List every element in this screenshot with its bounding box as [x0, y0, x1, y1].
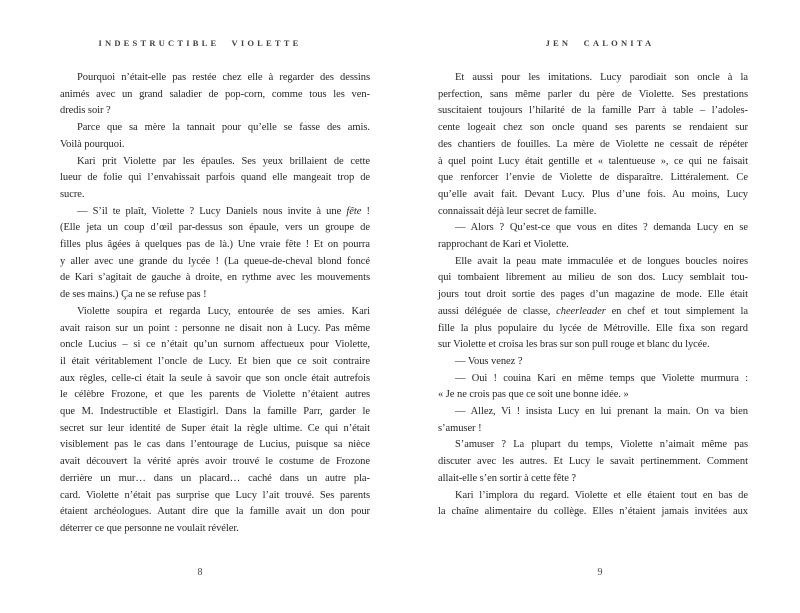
- text-line: Pourquoi n’était-elle pas restée chez elle à regarder des dessins: [77, 72, 370, 83]
- text-line: (Elle jeta un coup d’œil par-dessus son épaule, vers un groupe de: [60, 222, 370, 234]
- text-line: à quel point Lucy était gentille et « talentueuse », ce qui ne faisait: [438, 155, 748, 167]
- paragraph: [438, 404, 748, 437]
- text-line: Elle avait la peau mate immaculée et de longues boucles noires: [455, 255, 748, 267]
- text-line: avait découvert la vérité après avoir trouvé le costume de Frozone: [60, 456, 370, 468]
- text-line: — S’il te plaît, Violette ? Lucy Daniels nous invite à une fête !: [77, 205, 370, 217]
- text-line: aux règles, celle-ci était la seule à savoir que son oncle était autrefois: [60, 372, 370, 384]
- text-line: qui tombaient librement au milieu de son dos. Lucy semblait tou-: [438, 272, 748, 284]
- text-line: discuter avec les autres. Et Lucy le savait pertinemment. Comment: [438, 456, 748, 468]
- text-line: animés avec un grand saladier de pop-corn, comme tous les ven-: [60, 88, 370, 100]
- text-line: qu’elle avait fait. Devant Lucy. Plus d’une fois. Au moins, Lucy: [438, 188, 748, 200]
- text-line: visiblement pas le cas dans l’entourage de Lucius, puisque sa nièce: [60, 439, 370, 451]
- text-line: sucre.: [60, 188, 85, 200]
- text-line: s’amuser !: [438, 422, 482, 434]
- paragraph: [60, 120, 370, 153]
- paragraph: [438, 70, 748, 220]
- text-line: que renforcer l’envie de Violette de disparaître. Littéralement. Ce: [438, 172, 748, 184]
- text-line: Voilà pourquoi.: [60, 138, 125, 150]
- text-line: avait raison sur un point : personne ne disait non à Lucy. Pas même: [60, 322, 370, 334]
- text-line: Et aussi pour les imitations. Lucy parodiait son oncle à la: [455, 72, 748, 83]
- text-line: oncle Lucius – si ce n’était qu’un surnom affectueux pour Violette,: [60, 339, 370, 351]
- text-line: « Je ne crois pas que ce soit une bonne idée. »: [438, 389, 629, 401]
- page-number-left: 8: [197, 567, 203, 578]
- text-line: secret sur leur identité de Super était la règle ultime. Ce qui n’était: [60, 422, 370, 434]
- paragraph: [438, 437, 748, 487]
- text-line: — Vous venez ?: [455, 355, 523, 367]
- text-line: Kari prit Violette par les épaules. Ses yeux brillaient de cette: [77, 155, 370, 167]
- text-line: étaient archéologues. Autant dire que la famille avait un don pour: [60, 506, 370, 518]
- text-line: filles plus âgées à quelques pas de là.) Une vraie fête ! Et on pourra: [60, 239, 370, 251]
- text-block-right: [438, 70, 748, 521]
- text-line: de Kari s’agitait de gauche à droite, en rythme avec les mouvements: [60, 272, 370, 284]
- text-line: que M. Indestructible et Elastigirl. Dans la famille Parr, garder le: [60, 406, 370, 418]
- text-line: card. Violette n’était pas surprise que Lucy l’ait trouvé. Ses parents: [60, 489, 370, 501]
- running-header-left: INDESTRUCTIBLE VIOLETTE: [98, 38, 302, 48]
- text-line: Kari l’implora du regard. Violette et elle étaient tout en bas de: [455, 489, 748, 501]
- page-right: [400, 0, 800, 613]
- text-line: il était véritablement l’oncle de Lucy. Et bien que ce soit contraire: [60, 355, 370, 367]
- text-line: sur Violette et croisa les bras sur son pull rouge et blanc du lycée.: [438, 339, 710, 351]
- text-line: déterrer ce que personne ne voulait révéler.: [60, 522, 239, 534]
- text-line: rapprochant de Kari et Violette.: [438, 239, 569, 251]
- running-header-right: JEN CALONITA: [545, 38, 655, 48]
- text-line: S’amuser ? La plupart du temps, Violette n’aimait même pas: [455, 439, 748, 451]
- text-line: cente logeait chez son oncle quand ses parents se rendaient sur: [438, 122, 748, 134]
- text-line: — Oui ! couina Kari en même temps que Violette murmura :: [455, 372, 748, 384]
- text-line: fille la plus populaire du lycée de Métroville. Elle fixa son regard: [438, 322, 748, 334]
- text-line: connaissait déjà leur secret de famille.: [438, 205, 597, 217]
- text-line: derrière un mur… dans un placard… caché dans un autre pla-: [60, 472, 370, 484]
- paragraph: [438, 254, 748, 354]
- paragraph: [60, 304, 370, 538]
- text-line: perfection, sans même parler du père de Violette. Ses prestations: [438, 88, 748, 100]
- text-line: des chantiers de fouilles. La mère de Violette ne cessait de répéter: [438, 138, 748, 150]
- text-line: allait-elle s’en sortir à cette fête ?: [438, 472, 577, 484]
- text-line: y aller avec une grande du lycée ! (La queue-de-cheval blond foncé: [60, 255, 370, 267]
- paragraph: [438, 354, 748, 371]
- paragraph: [438, 371, 748, 404]
- text-line: — Allez, Vi ! insista Lucy en lui prenant la main. On va bien: [455, 406, 748, 418]
- text-line: de ses mains.) Ça ne se refuse pas !: [60, 289, 207, 301]
- text-line: jours tout droit sortie des pages d’un magazine de mode. Elle était: [438, 289, 748, 301]
- text-line: dredis soir ?: [60, 105, 111, 117]
- page-number-right: 9: [597, 567, 603, 578]
- paragraph: [60, 70, 370, 120]
- paragraph: [438, 488, 748, 521]
- text-line: aussi déléguée de classe, cheerleader en chef et tout simplement la: [438, 305, 748, 317]
- paragraph: [60, 154, 370, 204]
- paragraph: [60, 204, 370, 304]
- text-line: lueur de folie qui l’envahissait parfois quand elle mangeait trop de: [60, 172, 370, 184]
- text-block-left: [60, 70, 370, 538]
- text-line: le célèbre Frozone, et que les parents de Violette n’étaient autres: [60, 389, 370, 401]
- text-line: — Alors ? Qu’est-ce que vous en dites ? demanda Lucy en se: [455, 222, 748, 234]
- text-line: suscitaient toujours l’hilarité de la famille Parr à table – l’adoles-: [438, 105, 748, 117]
- paragraph: [438, 220, 748, 253]
- text-line: Violette soupira et regarda Lucy, entourée de ses amies. Kari: [77, 305, 370, 317]
- text-line: Parce que sa mère la tannait pour qu’elle se fasse des amis.: [77, 122, 370, 134]
- text-line: la chaîne alimentaire du collège. Elles n’étaient jamais invitées aux: [438, 506, 748, 518]
